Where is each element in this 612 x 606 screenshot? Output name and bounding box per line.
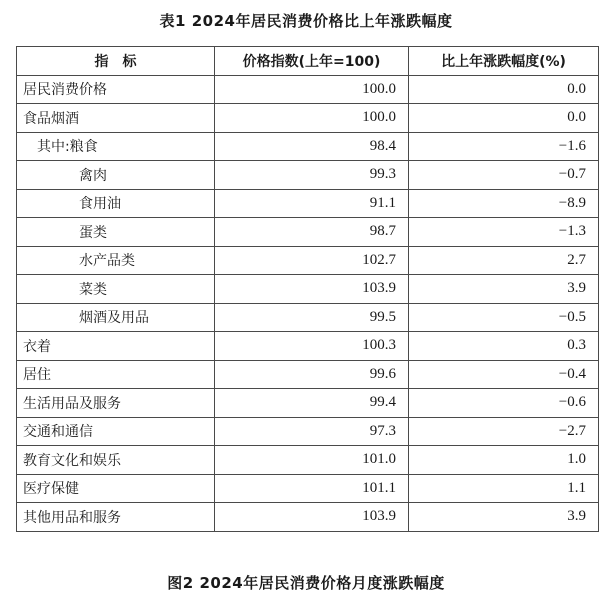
row-name: 其中:粮食 [17,132,215,161]
row-name: 菜类 [17,275,215,304]
row-change-value: 3.9 [409,275,599,304]
row-change-value: −2.7 [409,417,599,446]
row-name: 交通和通信 [17,417,215,446]
row-change-value: 0.0 [409,104,599,133]
row-name: 食品烟酒 [17,104,215,133]
row-index-value: 101.1 [215,474,409,503]
row-change-value: −1.3 [409,218,599,247]
table-title: 表1 2024年居民消费价格比上年涨跌幅度 [159,12,453,30]
table-row [17,332,599,361]
table-row [17,446,599,475]
row-change-value: 2.7 [409,246,599,275]
row-index-value: 100.0 [215,104,409,133]
row-index-value: 100.3 [215,332,409,361]
row-name: 其他用品和服务 [17,503,215,532]
row-change-value: 0.0 [409,75,599,104]
cpi-table [16,46,599,532]
table-row [17,246,599,275]
row-change-value: −0.7 [409,161,599,190]
table-row [17,218,599,247]
column-header-index: 价格指数(上年=100) [215,47,409,76]
table-row [17,104,599,133]
row-name: 烟酒及用品 [17,303,215,332]
row-index-value: 100.0 [215,75,409,104]
row-change-value: 1.1 [409,474,599,503]
row-name: 衣着 [17,332,215,361]
row-name: 禽肉 [17,161,215,190]
row-index-value: 99.4 [215,389,409,418]
column-header-change: 比上年涨跌幅度(%) [409,47,599,76]
table-header-row [17,47,599,76]
table-row [17,161,599,190]
row-index-value: 91.1 [215,189,409,218]
table-row [17,75,599,104]
figure-caption: 图2 2024年居民消费价格月度涨跌幅度 [167,574,445,592]
row-change-value: −8.9 [409,189,599,218]
row-index-value: 99.3 [215,161,409,190]
row-change-value: 0.3 [409,332,599,361]
row-index-value: 99.5 [215,303,409,332]
row-change-value: 3.9 [409,503,599,532]
row-name: 居住 [17,360,215,389]
row-name: 教育文化和娱乐 [17,446,215,475]
row-name: 居民消费价格 [17,75,215,104]
row-change-value: −0.4 [409,360,599,389]
row-name: 医疗保健 [17,474,215,503]
row-index-value: 103.9 [215,275,409,304]
row-index-value: 98.4 [215,132,409,161]
row-index-value: 98.7 [215,218,409,247]
row-index-value: 97.3 [215,417,409,446]
row-change-value: 1.0 [409,446,599,475]
table-row [17,503,599,532]
row-name: 水产品类 [17,246,215,275]
table-row [17,132,599,161]
table-row [17,360,599,389]
row-change-value: −0.6 [409,389,599,418]
row-change-value: −0.5 [409,303,599,332]
row-name: 蛋类 [17,218,215,247]
row-index-value: 101.0 [215,446,409,475]
table-row [17,474,599,503]
row-index-value: 99.6 [215,360,409,389]
row-index-value: 102.7 [215,246,409,275]
table-row [17,189,599,218]
table-row [17,389,599,418]
row-name: 食用油 [17,189,215,218]
table-row [17,417,599,446]
table-row [17,303,599,332]
row-index-value: 103.9 [215,503,409,532]
row-change-value: −1.6 [409,132,599,161]
row-name: 生活用品及服务 [17,389,215,418]
column-header-indicator: 指 标 [17,47,215,76]
table-row [17,275,599,304]
